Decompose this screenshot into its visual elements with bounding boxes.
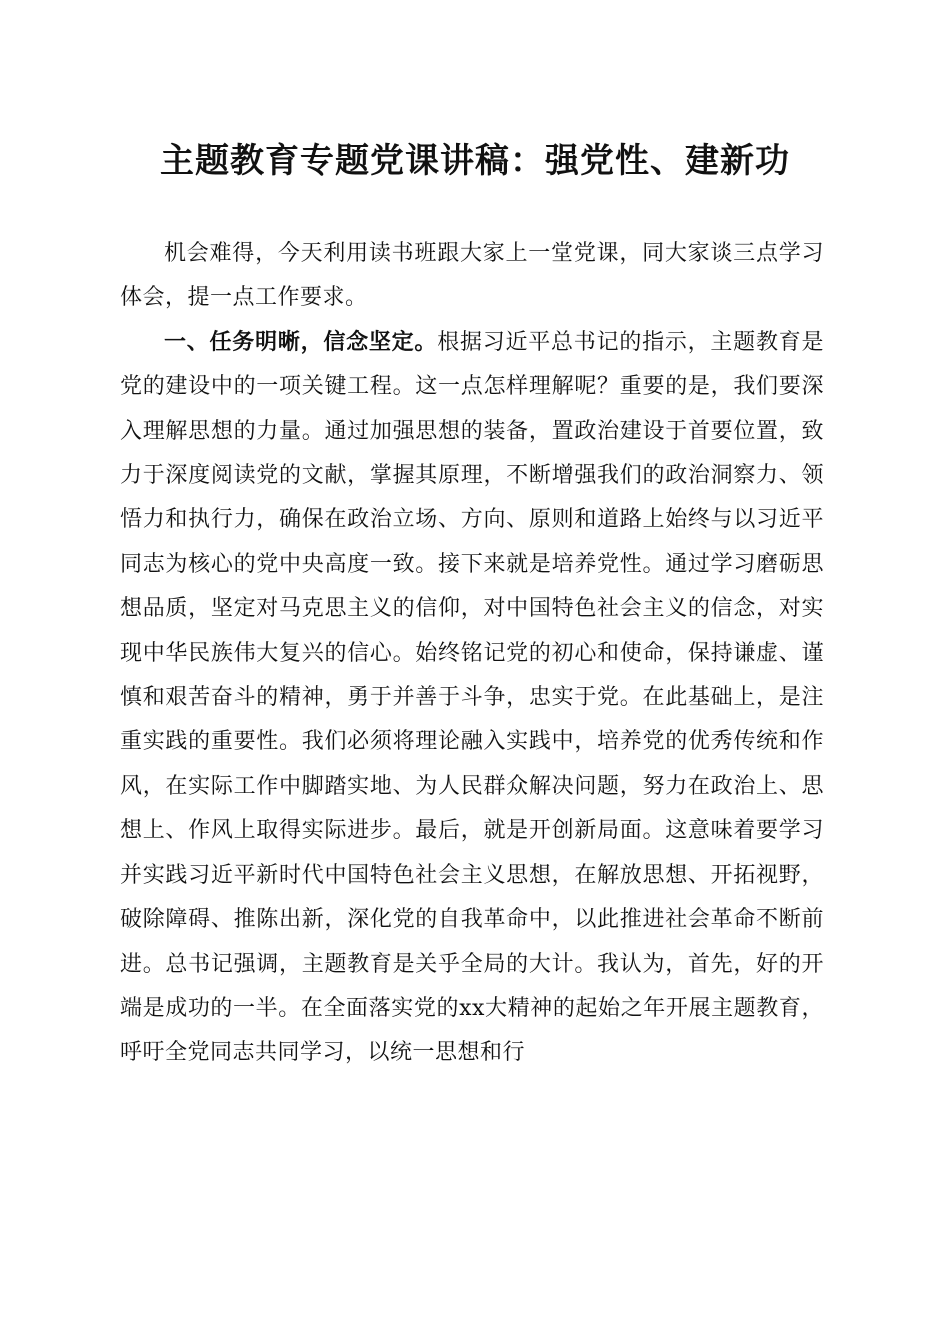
section-one-text: 根据习近平总书记的指示，主题教育是党的建设中的一项关键工程。这一点怎样理解呢？重要的是，我们要深入理解思想的力量。通过加强思想的装备，置政治建设于首要位置，致力于深度阅读党的文献，掌握其原理，不断增强我们的政治洞察力、领悟力和执行力，确保在政治立场、方向、原则和道路上始终与以习近平同志为核心的党中央高度一致。接下来就是培养党性。通过学习磨砺思想品质，坚定对马克思主义的信仰，对中国特色社会主义的信念，对实现中华民族伟大复兴的信心。始终铭记党的初心和使命，保持谦虚、谨慎和艰苦奋斗的精神，勇于并善于斗争，忠实于党。在此基础上，是注重实践的重要性。我们必须将理论融入实践中，培养党的优秀传统和作风，在实际工作中脚踏实地、为人民群众解决问题，努力在政治上、思想上、作风上取得实际进步。最后，就是开创新局面。这意味着要学习并实践习近平新时代中国特色社会主义思想，在解放思想、开拓视野，破除障碍、推陈出新，深化党的自我革命中，以此推进社会革命不断前进。总书记强调，主题教育是关乎全局的大计。我认为，首先，好的开端是成功的一半。在全面落实党的xx大精神的起始之年开展主题教育，呼吁全党同志共同学习，以统一思想和行 <box>120 329 824 1066</box>
section-one-heading: 一、任务明晰，信念坚定。 <box>164 329 438 355</box>
section-one-paragraph <box>120 321 824 1076</box>
intro-paragraph <box>120 232 824 321</box>
document-body <box>120 232 824 1076</box>
document-title: 主题教育专题党课讲稿：强党性、建新功 <box>160 141 790 181</box>
intro-paragraph-text: 机会难得，今天利用读书班跟大家上一堂党课，同大家谈三点学习体会，提一点工作要求。 <box>120 241 824 311</box>
